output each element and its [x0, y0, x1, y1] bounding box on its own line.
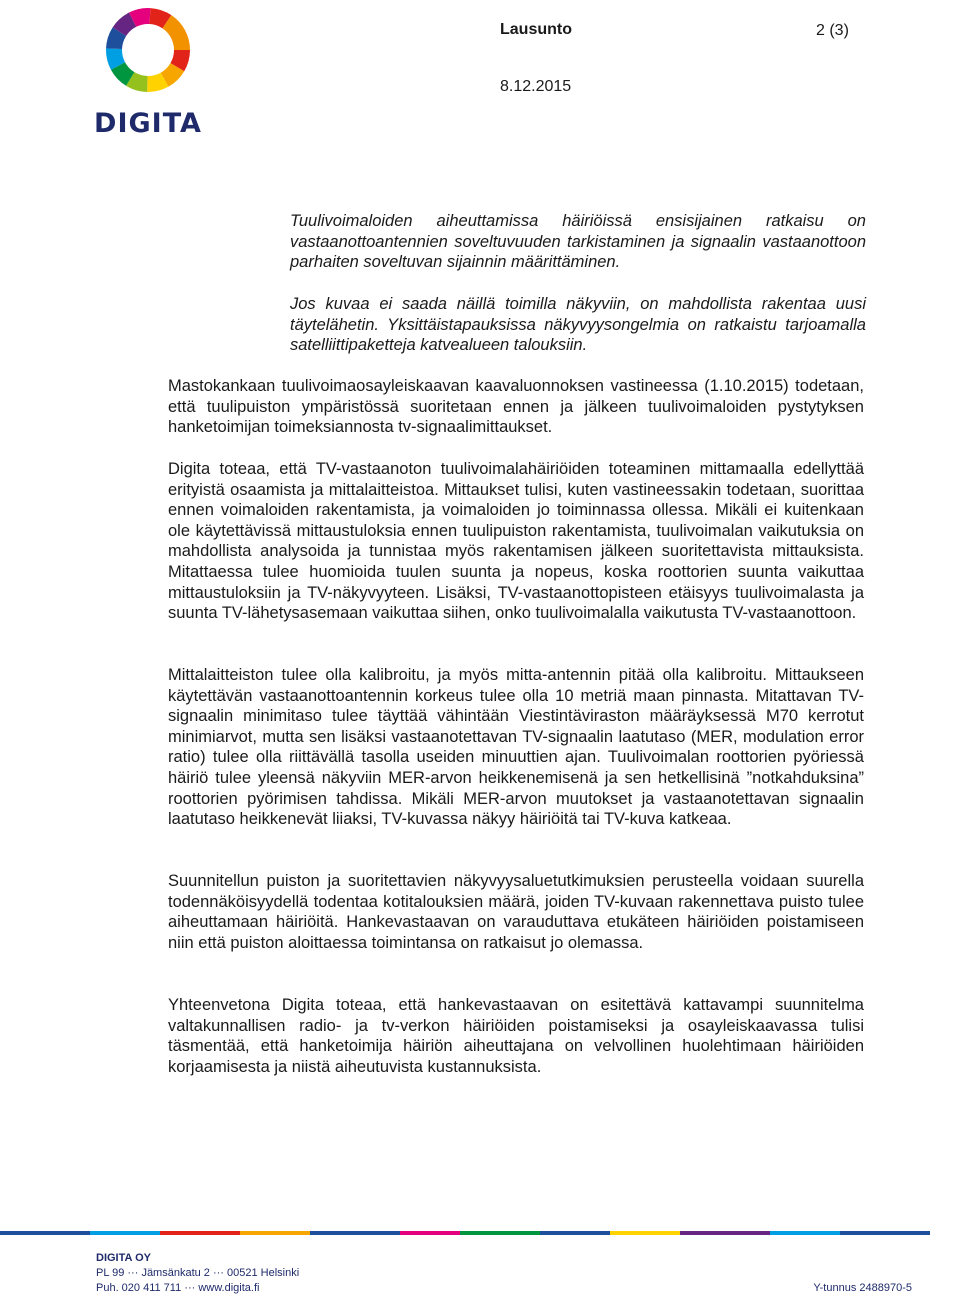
body-paragraph: Yhteenvetona Digita toteaa, että hankevastaavan on esitettävä kattavampi suunnitelma valtakunnallisen radio- ja tv-verkon häiriöiden poistamiseksi ja osayleiskaavassa tulisi täsmentää, että hanketoimija häiriön aiheuttajana on velvollinen huolehtimaan häiriöiden korjaamisesta ja niistä aiheutuvista kustannuksista. — [168, 996, 864, 1076]
logo-wordmark: DIGITA — [94, 108, 202, 139]
quote-paragraph: Jos kuvaa ei saada näillä toimilla näkyviin, on mahdollista rakentaa uusi täytelähetin. Yksittäistapauksissa näkyvyysongelmia on ratkaistu tarjoamalla satelliittipaketteja katvealueen talouksiin. — [290, 295, 866, 355]
body-paragraph: Mittalaitteiston tulee olla kalibroitu, ja myös mitta-antennin pitää olla kalibroitu. Mittaukseen käytettävän vastaanottoantennin korkeus tulee olla 10 metriä maan pinnasta. Mitattavan TV- signaalin minimitaso tulee täyttää vähintään Viestintäviraston määräyksessä M70 kerrotut minimiarvot, mutta sen lisäksi vastaanotettavan TV-signaalin laatutaso (MER, modulation error ratio) tulee olla riittävällä tasolla useiden minuuttien ajan. Tuulivoimalan roottorien pyöriessä häiriö tulee yleensä näkyviin MER-arvon heikkenemisenä ja sen hetkellisinä ”notkahduksina” roottorien pyörimisen tahdissa. Mikäli MER-arvon muutokset ja vastaanotettavan signaalin laatutaso heikkenevät liiaksi, TV-kuvassa näkyy häiriöitä tai TV-kuva katkeaa. — [168, 666, 864, 829]
digita-logo-ring — [100, 2, 196, 98]
footer-contact: Puh. 020 411 711 ··· www.digita.fi — [96, 1282, 260, 1294]
document-date: 8.12.2015 — [500, 78, 572, 95]
footer-color-stripe — [0, 1231, 960, 1235]
digita-logo — [94, 2, 202, 138]
footer-address: PL 99 ··· Jämsänkatu 2 ··· 00521 Helsinki — [96, 1267, 300, 1279]
body-paragraph: Digita toteaa, että TV-vastaanoton tuulivoimalahäiriöiden toteaminen mittamaalla edellyttää erityistä osaamista ja mittalaitteistoa. Mittaukset tulisi, kuten vastineessakin todetaan, suorittaa ennen voimaloiden rakentamista, ja voimaloiden jo toiminnassa ollessa. Mikäli ei kuitenkaan ole käytettävissä mittaustuloksia ennen tuulipuiston rakentamista, tuulivoimalan vaikutuksia on mahdollista analysoida ja tunnistaa myös rakentamisen jälkeen suoritettavista mittauksista. Mitattaessa tulee huomioida tuulen suunta ja nopeus, koska roottorien suunta vaikuttaa mittaustuloksiin ja TV-näkyvyyteen. Lisäksi, TV-vastaanottopisteen etäisyys tuulivoimalasta ja suunta TV-lähetysasemaan vaikuttaa siihen, onko tuulivoimalalla vaikutusta TV-vastaanottoon. — [168, 460, 864, 623]
body-paragraph: Suunnitellun puiston ja suoritettavien näkyvyysaluetutkimuksien perusteella voidaan suurella todennäköisyydellä todentaa kotitalouksien määrä, joiden TV-kuvaan rakennettava puisto tulee aiheuttamaan häiriöitä. Hankevastaavan on varauduttava etukäteen häiriöiden poistamiseen niin että puiston aloittaessa toimintansa on ratkaisut jo olemassa. — [168, 872, 864, 952]
body-paragraph: Mastokankaan tuulivoimaosayleiskaavan kaavaluonnoksen vastineessa (1.10.2015) todetaan, että tuulipuiston ympäristössä suoritetaan ennen ja jälkeen tuulivoimaloiden pystytyksen hanketoimijan toimeksiannosta tv-signaalimittaukset. — [168, 377, 864, 437]
document-type: Lausunto — [500, 21, 572, 38]
footer-company-name: DIGITA OY — [96, 1252, 151, 1264]
footer-business-id: Y-tunnus 2488970-5 — [813, 1282, 912, 1294]
quote-paragraph: Tuulivoimaloiden aiheuttamissa häiriöissä ensisijainen ratkaisu on vastaanottoantennien soveltuvuuden tarkistaminen ja signaalin vastaanottoon parhaiten soveltuvan sijainnin määrittäminen. — [290, 212, 866, 272]
page-number: 2 (3) — [816, 22, 849, 39]
